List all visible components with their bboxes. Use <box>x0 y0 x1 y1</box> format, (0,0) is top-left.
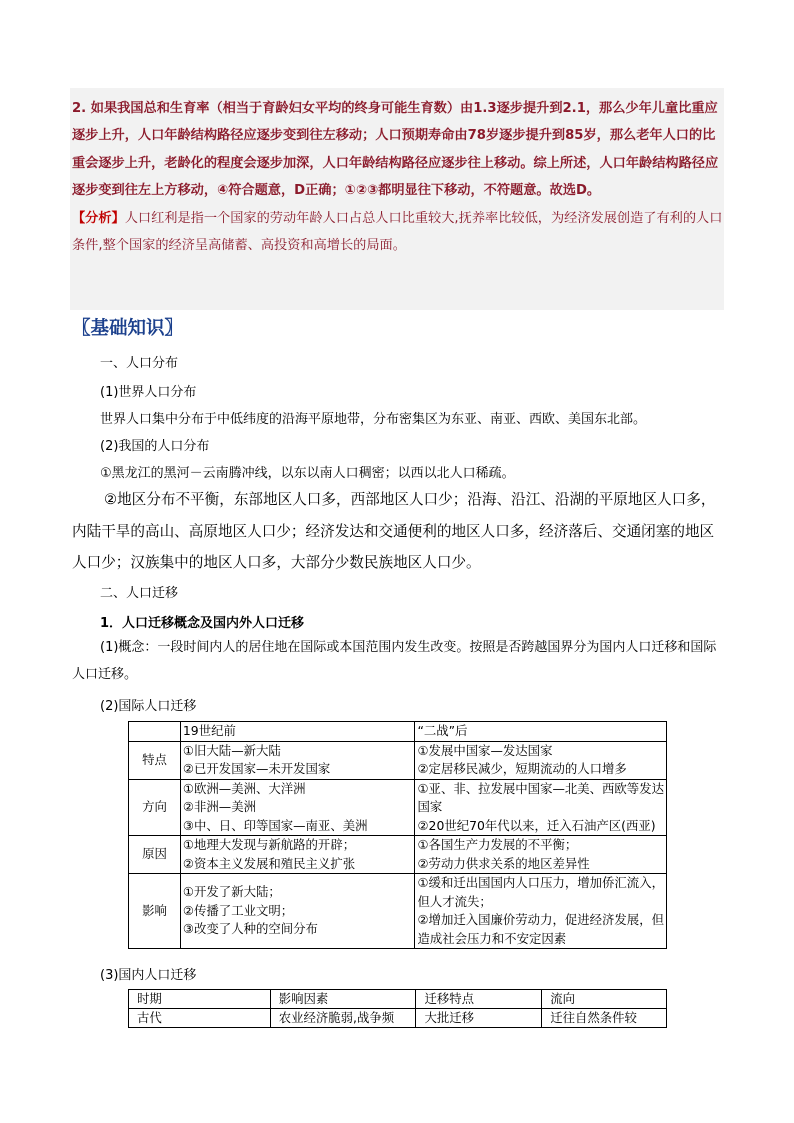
table-cell: 迁往自然条件较 <box>542 1009 667 1028</box>
answer-analysis: 人口红利是指一个国家的劳动年龄人口占总人口比重较大,抚养率比较低，为经济发展创造了有利的人口条件,整个国家的经济呈高储蓄、高投资和高增长的局面。 <box>72 210 723 254</box>
cell-line: ②定居移民减少，短期流动的人口增多 <box>417 761 627 776</box>
table-header-cell: 影响因素 <box>270 990 416 1009</box>
china-distribution-detail: ②地区分布不平衡，东部地区人口多，西部地区人口少；沿海、沿江、沿湖的平原地区人口多，内陆干旱的高山、高原地区人口少；经济发达和交通便利的地区人口多，经济落后、交通闭塞的地区人口少；汉族集中的地区人口多，大部分少数民族地区人口少。 <box>72 491 716 571</box>
row-label: 方向 <box>129 779 181 836</box>
table-row <box>129 1009 667 1028</box>
section-population-distribution: 一、人口分布 <box>100 356 179 371</box>
cell-line: ①欧洲—美洲、大洋洲 <box>182 780 306 796</box>
section-migration: 二、人口迁移 <box>100 586 179 601</box>
table-cell <box>180 874 415 949</box>
migration-subheading: 1．人口迁移概念及国内外人口迁移 <box>100 616 305 631</box>
table-cell: 大批迁移 <box>416 1009 542 1028</box>
table-cell <box>415 741 667 779</box>
cell-line: ①开发了新大陆； <box>182 884 281 900</box>
table-cell <box>180 779 415 836</box>
cell-line: ②非洲—美洲 <box>182 799 256 814</box>
cell-line: ②已开发国家—未开发国家 <box>182 761 331 776</box>
table-cell <box>415 779 667 836</box>
table-header-cell <box>129 722 181 742</box>
intl-migration-table <box>128 721 667 949</box>
domestic-migration-table <box>128 989 667 1028</box>
table-header-cell: “二战”后 <box>415 722 667 742</box>
world-distribution-title: (1)世界人口分布 <box>100 385 197 400</box>
table-header-row <box>129 990 667 1009</box>
intl-migration-title: (2)国际人口迁移 <box>100 699 197 714</box>
row-label: 特点 <box>129 741 181 779</box>
cell-line: ②传播了工业文明； <box>182 902 294 918</box>
cell-line: ①各国生产力发展的不平衡； <box>417 837 578 852</box>
table-header-cell: 19世纪前 <box>180 722 415 742</box>
table-row <box>129 874 667 949</box>
cell-line: ②20世纪70年代以来，迁入石油产区(西亚) <box>417 817 656 833</box>
answer-text <box>72 95 726 259</box>
analysis-tag: 【分析】 <box>72 210 125 226</box>
cell-line: ②增加迁入国廉价劳动力，促进经济发展，但造成社会压力和不安定因素 <box>417 912 664 946</box>
cell-line: ②劳动力供求关系的地区差异性 <box>417 855 590 871</box>
cell-line: ③改变了人种的空间分布 <box>182 921 318 937</box>
basics-heading: 〖基础知识〗 <box>72 318 184 339</box>
cell-line: ①亚、非、拉发展中国家—北美、西欧等发达国家 <box>417 780 664 814</box>
row-label: 原因 <box>129 836 181 874</box>
table-header-cell: 迁移特点 <box>416 990 542 1009</box>
row-label: 影响 <box>129 874 181 949</box>
table-cell <box>180 741 415 779</box>
table-row <box>129 779 667 836</box>
table-cell: 古代 <box>129 1009 271 1028</box>
cell-line: ③中、日、印等国家—南亚、美洲 <box>182 817 368 833</box>
cell-line: ①旧大陆—新大陆 <box>182 742 281 758</box>
cell-line: ①发展中国家—发达国家 <box>417 742 553 758</box>
answer-explanation: 2. 如果我国总和生育率（相当于育龄妇女平均的终身可能生育数）由1.3逐步提升到2.1，那么少年儿童比重应逐步上升，人口年龄结构路径应逐步变到往左移动；人口预期寿命由78岁逐步提升到85岁，那么老年人口的比重会逐步上升，老龄化的程度会逐步加深，人口年龄结构路径应逐步往上移动。综上所述，人口年龄结构路径应逐步变到往左上方移动，④符合题意，D正确；①②③都明显往下移动，不符题意。故选D。 <box>72 101 719 199</box>
domestic-migration-title: (3)国内人口迁移 <box>100 968 197 983</box>
cell-line: ①缓和迁出国国内人口压力，增加侨汇流入，但人才流失； <box>417 875 664 909</box>
table-header-row <box>129 722 667 742</box>
cell-line: ②资本主义发展和殖民主义扩张 <box>182 855 356 871</box>
china-distribution-title: (2)我国的人口分布 <box>100 439 210 454</box>
migration-concept: (1)概念：一段时间内人的居住地在国际或本国范围内发生改变。按照是否跨越国界分为国内人口迁移和国际人口迁移。 <box>72 640 717 682</box>
table-cell <box>415 874 667 949</box>
table-row <box>129 741 667 779</box>
table-cell <box>415 836 667 874</box>
table-cell <box>180 836 415 874</box>
table-row <box>129 836 667 874</box>
china-distribution-line: ①黑龙江的黑河－云南腾冲线，以东以南人口稠密；以西以北人口稀疏。 <box>100 466 515 481</box>
table-header-cell: 流向 <box>542 990 667 1009</box>
table-header-cell: 时期 <box>129 990 271 1009</box>
cell-line: ①地理大发现与新航路的开辟； <box>182 837 356 852</box>
world-distribution-text: 世界人口集中分布于中低纬度的沿海平原地带，分布密集区为东亚、南亚、西欧、美国东北部。 <box>100 412 647 427</box>
table-cell: 农业经济脆弱,战争频 <box>270 1009 416 1028</box>
